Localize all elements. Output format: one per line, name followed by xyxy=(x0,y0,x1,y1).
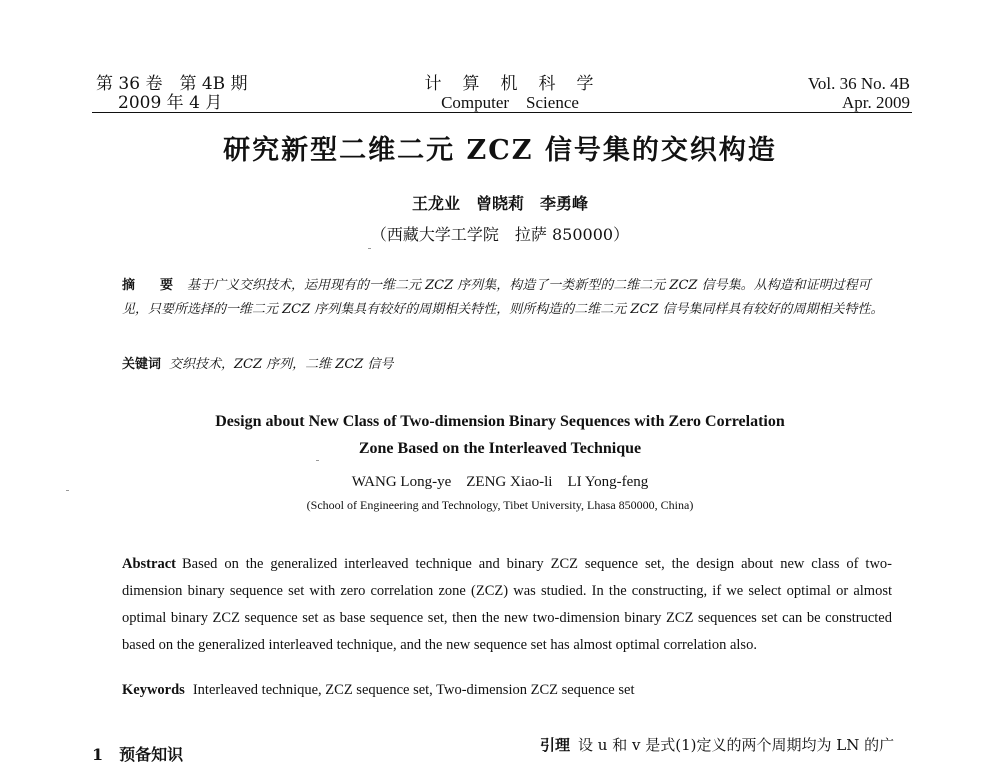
authors: 王龙业 曾晓莉 李勇峰 xyxy=(411,194,588,213)
english-title-line1: Design about New Class of Two-dimension Binary Sequences with Zero Correlation xyxy=(215,413,785,430)
journal-name-en: Computer Science xyxy=(441,93,579,112)
abstract-cn-text: 基于广义交织技术，运用现有的一维二元 ZCZ 序列集，构造了一类新型的二维二元 ZCZ 信号集。从构造和证明过程可见，只要所选择的一维二元 ZCZ 序列集具有较好的周期相关特性，则所构造的二维二元 ZCZ 信号集同样具有较好的周期相关特性。 xyxy=(122,278,884,317)
keywords-en-text: Interleaved technique, ZCZ sequence set, Two-dimension ZCZ sequence set xyxy=(192,682,635,698)
english-title-line2: Zone Based on the Interleaved Technique xyxy=(358,440,642,457)
english-title xyxy=(0,408,1000,462)
english-affiliation: (School of Engineering and Technology, Tibet University, Lhasa 850000, China) xyxy=(306,498,694,512)
journal-name-cn: 计 算 机 科 学 xyxy=(424,74,596,94)
keywords-en-label: Keywords xyxy=(122,682,185,698)
header-rule xyxy=(92,112,912,113)
keywords-cn-label: 关键词 xyxy=(122,357,162,372)
journal-volume: 第 36 卷 第 4B 期 xyxy=(96,74,248,94)
scan-speck xyxy=(368,248,371,249)
journal-volume-en: Vol. 36 No. 4B xyxy=(807,74,910,93)
keywords-cn xyxy=(122,353,393,372)
scan-speck xyxy=(316,460,319,461)
abstract-en-text: Based on the generalized interleaved technique and binary ZCZ sequence set, the design about new class of two-dimension binary sequence set with zero correlation zone (ZCZ) was studied. In the constructing, if we select optimal or almost optimal binary ZCZ sequence set as base sequence set, then the new two-dimension binary ZCZ sequences set can be constructed based on the generalized interleaved technique, and the new sequence set has almost optimal correlation also. xyxy=(122,556,892,653)
keywords-en xyxy=(122,682,634,699)
lemma-line xyxy=(540,734,894,755)
paper-title: 研究新型二维二元 ZCZ 信号集的交织构造 xyxy=(223,135,777,166)
affiliation: （西藏大学工学院 拉萨 850000） xyxy=(370,225,630,244)
scan-speck xyxy=(66,490,69,491)
english-authors: WANG Long-ye ZENG Xiao-li LI Yong-feng xyxy=(351,474,649,490)
keywords-cn-text: 交织技术，ZCZ 序列，二维 ZCZ 信号 xyxy=(169,357,394,372)
section-heading: 1 预备知识 xyxy=(92,745,184,764)
abstract-en-label: Abstract xyxy=(122,556,176,572)
journal-date-en: Apr. 2009 xyxy=(842,93,910,112)
abstract-cn-label: 摘 要 xyxy=(122,278,180,293)
lemma-text: 设 u 和 v 是式(1)定义的两个周期均为 LN 的广 xyxy=(578,736,895,754)
lemma-label: 引理 xyxy=(540,736,571,754)
abstract-en xyxy=(122,551,892,659)
abstract-cn xyxy=(122,274,892,322)
journal-date-cn: 2009 年 4 月 xyxy=(118,93,223,113)
